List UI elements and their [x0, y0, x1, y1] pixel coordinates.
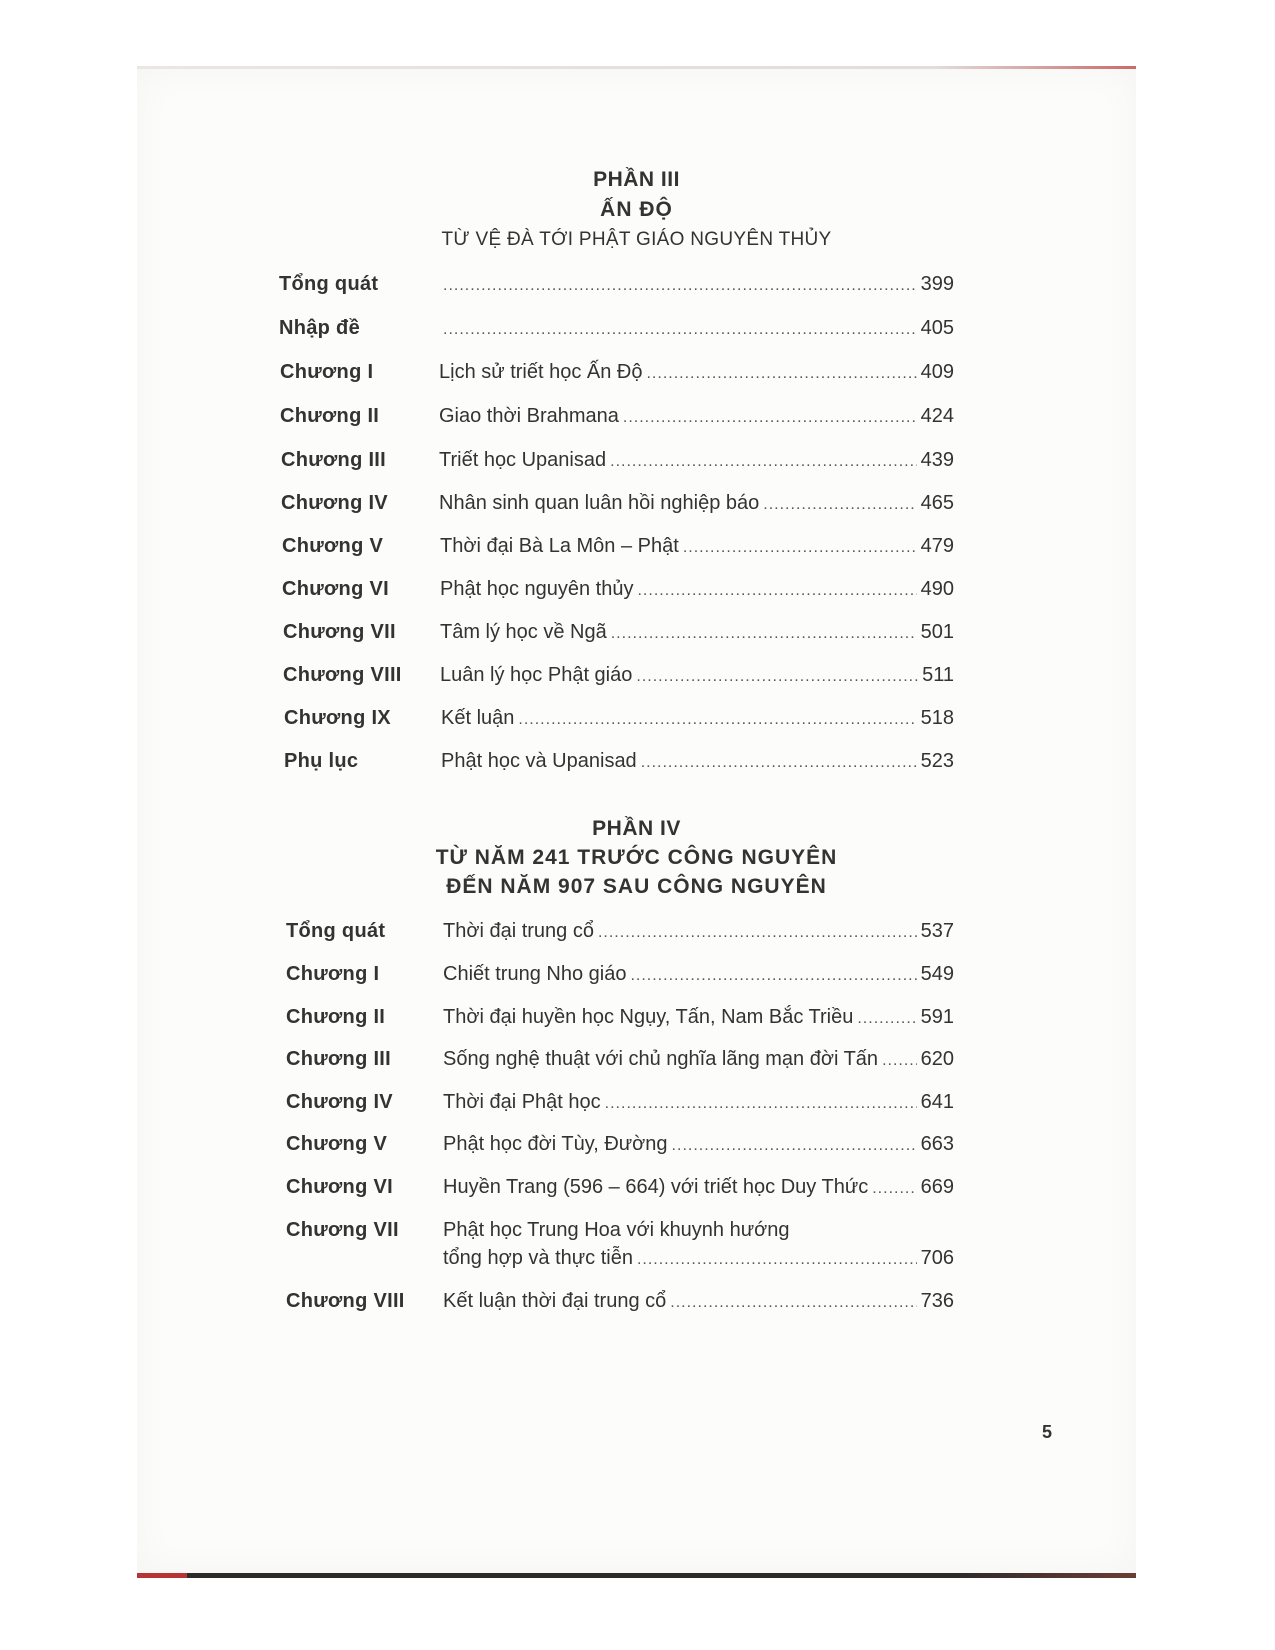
toc-entry-label: Chương V	[282, 535, 384, 557]
dot-leader	[630, 963, 916, 983]
dot-leader	[872, 1176, 916, 1196]
toc-entry-title: Kết luận thời đại trung cổ	[443, 1290, 667, 1312]
toc-entry-title: Thời đại huyền học Ngụy, Tấn, Nam Bắc Triều	[443, 1006, 854, 1028]
toc-entry-page: 518	[920, 707, 954, 729]
toc-entry-page: 669	[920, 1176, 954, 1198]
toc-entry-page: 591	[920, 1006, 954, 1028]
page-number: 5	[1042, 1422, 1053, 1442]
toc-entry-page: 439	[920, 449, 954, 471]
toc-entry-label: Chương V	[286, 1133, 388, 1155]
part4-label: PHẦN IV	[592, 817, 681, 840]
toc-entry-label: Nhập đề	[279, 317, 360, 339]
toc-entry-label: Chương VIII	[283, 664, 402, 686]
dot-leader	[637, 578, 916, 598]
toc-entry-page: 479	[920, 535, 954, 557]
part3-title: ẤN ĐỘ	[600, 198, 673, 221]
toc-entry-title: Giao thời Brahmana	[439, 405, 619, 427]
toc-entry-label: Chương VII	[286, 1219, 399, 1241]
toc-entry-title: Huyền Trang (596 – 664) với triết học Duy Thức	[443, 1176, 869, 1198]
toc-entry-page: 706	[920, 1247, 954, 1269]
page-top-edge	[137, 66, 1136, 69]
toc-entry-page: 523	[920, 750, 954, 772]
toc-entry-title: Thời đại Bà La Môn – Phật	[440, 535, 679, 557]
toc-entry-title: Sống nghệ thuật với chủ nghĩa lãng mạn đời Tấn	[443, 1048, 879, 1070]
dot-leader	[636, 664, 918, 684]
dot-leader	[641, 750, 917, 770]
dot-leader	[763, 492, 916, 512]
toc-entry-label: Chương IV	[286, 1091, 393, 1113]
dot-leader	[518, 707, 916, 727]
toc-entry-page: 490	[920, 578, 954, 600]
toc-entry-label: Phụ lục	[284, 750, 359, 772]
part3-label: PHẦN III	[593, 168, 680, 191]
toc-entry-title: tổng hợp và thực tiễn	[443, 1247, 633, 1269]
toc-entry	[286, 1219, 954, 1279]
dot-leader	[646, 361, 916, 381]
dot-leader	[610, 449, 917, 469]
toc-entry-page: 405	[920, 317, 954, 339]
toc-entry-label: Tổng quát	[286, 920, 386, 942]
toc-entry-label: Chương VIII	[286, 1290, 405, 1312]
book-cover-edge	[137, 1573, 1136, 1578]
toc-entry-page: 511	[922, 664, 954, 686]
toc-entry-title: Lịch sử triết học Ấn Độ	[439, 361, 643, 383]
dot-leader	[672, 1133, 917, 1153]
toc-entry-page: 537	[920, 920, 954, 942]
toc-entry-page: 663	[920, 1133, 954, 1155]
toc-entry-page: 501	[920, 621, 954, 643]
toc-entry-page: 465	[920, 492, 954, 514]
dot-leader	[637, 1247, 917, 1267]
part4-title-line2: ĐẾN NĂM 907 SAU CÔNG NGUYÊN	[446, 875, 827, 898]
toc-entry-page: 424	[920, 405, 954, 427]
toc-entry-title: Thời đại trung cổ	[443, 920, 594, 942]
dot-leader	[605, 1091, 917, 1111]
toc-entry-title: Tâm lý học về Ngã	[440, 621, 607, 643]
toc-entry-label: Chương IX	[284, 707, 391, 729]
toc-entry-title-line1: Phật học Trung Hoa với khuynh hướng	[443, 1219, 790, 1241]
toc-entry-label: Chương II	[286, 1006, 386, 1028]
toc-entry-title: Thời đại Phật học	[443, 1091, 601, 1113]
toc-entry-title: Triết học Upanisad	[439, 449, 607, 471]
toc-entry-label: Chương VI	[282, 578, 389, 600]
toc-entry-page: 736	[920, 1290, 954, 1312]
part4-title-line1: TỪ NĂM 241 TRƯỚC CÔNG NGUYÊN	[435, 846, 838, 869]
dot-leader	[683, 535, 917, 555]
toc-entry-page: 399	[920, 273, 954, 295]
toc-entry-label: Chương III	[286, 1048, 392, 1070]
toc-entry-title: Luân lý học Phật giáo	[440, 664, 633, 686]
dot-leader	[623, 405, 917, 425]
dot-leader	[611, 621, 917, 641]
toc-entry-page: 620	[920, 1048, 954, 1070]
toc-entry-page: 549	[920, 963, 954, 985]
toc-entry-title: Phật học đời Tùy, Đường	[443, 1133, 668, 1155]
toc-entry-label: Chương I	[280, 361, 374, 383]
dot-leader	[598, 920, 917, 940]
dot-leader	[670, 1290, 916, 1310]
toc-entry-title: Nhân sinh quan luân hồi nghiệp báo	[439, 492, 760, 514]
toc-entry-label: Chương II	[280, 405, 380, 427]
toc-entry-page: 641	[920, 1091, 954, 1113]
toc-entry-label: Chương III	[281, 449, 387, 471]
toc-entry-label: Chương IV	[281, 492, 388, 514]
toc-entry-label: Chương VII	[283, 621, 396, 643]
dot-leader	[443, 317, 917, 337]
toc-entry-title: Kết luận	[441, 707, 515, 729]
toc-entry-title: Chiết trung Nho giáo	[443, 963, 627, 985]
toc-entry-label: Chương I	[286, 963, 380, 985]
part3-subtitle: TỪ VỆ ĐÀ TỚI PHẬT GIÁO NGUYÊN THỦY	[441, 229, 832, 250]
dot-leader	[857, 1006, 916, 1026]
toc-entry-title: Phật học và Upanisad	[441, 750, 637, 772]
toc-entry-label: Tổng quát	[279, 273, 379, 295]
toc-entry-label: Chương VI	[286, 1176, 393, 1198]
toc-entry-title: Phật học nguyên thủy	[440, 578, 634, 600]
toc-entry-page: 409	[920, 361, 954, 383]
dot-leader	[443, 273, 917, 293]
dot-leader	[882, 1048, 917, 1068]
